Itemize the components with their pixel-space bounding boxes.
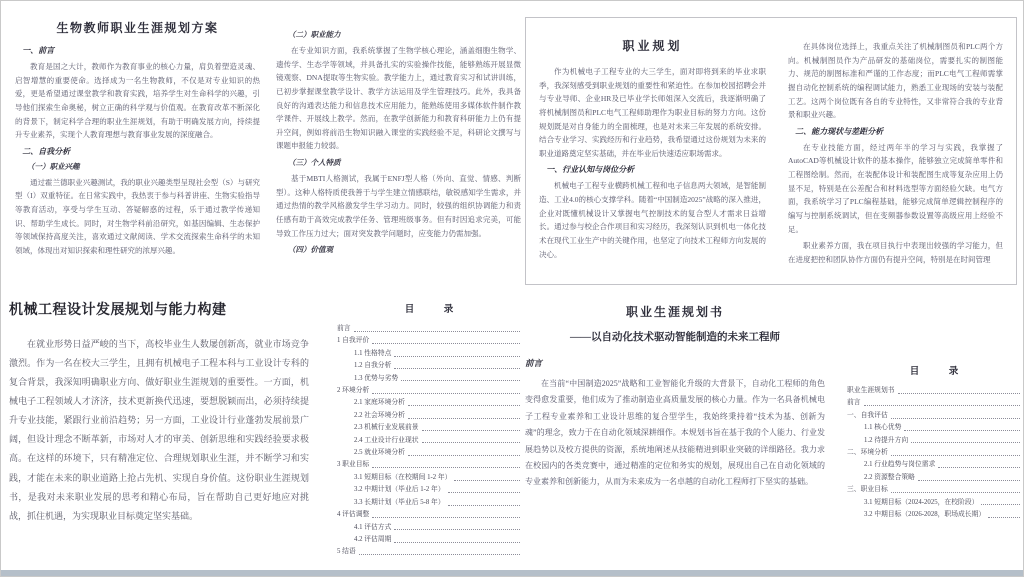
toc-item bbox=[337, 536, 521, 544]
toc-item-label: 3 职业目标 bbox=[337, 461, 370, 469]
toc-item bbox=[337, 548, 521, 556]
bio-subsection-2-paragraph: 在专业知识方面，我系统掌握了生物学核心理论，涵盖细胞生物学、遗传学、生态学等领域，并具备扎实的实验操作技能，能够熟练开展显微镜观察、DNA提取等生物实验。教学能力上，通过教育实习和试讲训练，已初步掌握课堂教学设计、教学方法运用及学生管理技巧。此外，我具备良好的沟通表达能力和信息技术应用能力，能熟练使用多媒体软件制作教学课件、开展线上教学。然而，在教学创新能力和教育科研能力上仍有提升空间，例如将前沿生物知识融入课堂的实践经验不足，科研论文撰写与课题申报能力较弱。 bbox=[276, 46, 521, 151]
bio-section-1-paragraph: 教育是国之大计，教师作为教育事业的核心力量，肩负着塑造灵魂、启智增慧的重要使命。选择成为一名生物教师，不仅是对专业知识的热爱，更是希望通过课堂教学和教育实践，培养学生对生命科学的兴趣，引导他们探索生命奥秘，树立正确的科学观与价值观。在教育改革不断深化的背景下，制定科学合理的职业生涯规划，有助于明确发展方向，持续提升专业素养，实现个人教育理想与教育事业发展的深度融合。 bbox=[15, 62, 260, 140]
bio-section-2-heading: 二、自我分析 bbox=[22, 146, 71, 156]
toc-leader-dots bbox=[359, 554, 520, 555]
toc-item bbox=[847, 387, 1021, 395]
career-section-1-paragraph: 机械电子工程专业横跨机械工程和电子信息两大领域，是智能制造、工业4.0的核心支撑学科。随着“中国制造2025”战略的深入推进，企业对既懂机械设计又掌握电气控制技术的复合型人才需求日益增长。通过参与校企合作项目和实习经历，我深刻认识到机电一体化技术在现代工业生产中的关键作用，也坚定了向技术工程师方向发展的决心。 bbox=[539, 181, 766, 259]
toc-item bbox=[337, 399, 521, 407]
page-bio-teacher-plan bbox=[15, 11, 521, 261]
career-section-2-paragraph-2: 职业素养方面，我在项目执行中表现出较强的学习能力，但在进度把控和团队协作方面仍有提升空间，特别是在时间管理 bbox=[787, 241, 1003, 264]
toc-item-label: 5 结语 bbox=[337, 548, 356, 556]
toc-leader-dots bbox=[372, 467, 520, 468]
toc-item bbox=[337, 387, 521, 395]
bottom-edge-bar bbox=[1, 570, 1023, 576]
toc-item bbox=[847, 412, 1021, 420]
toc-leader-dots bbox=[354, 331, 520, 332]
bio-column-2 bbox=[276, 25, 521, 261]
toc-item-label: 1 自我评价 bbox=[337, 337, 370, 345]
toc-item-label: 2.5 就业环境分析 bbox=[354, 449, 405, 457]
toc-leader-dots bbox=[394, 368, 520, 369]
auto-toc bbox=[847, 361, 1021, 523]
toc-leader-dots bbox=[401, 380, 520, 381]
career-section-1-heading: 一、行业认知与岗位分析 bbox=[546, 165, 635, 175]
bio-column-1 bbox=[15, 11, 260, 261]
career-intro-paragraph: 作为机械电子工程专业的大三学生，面对即将到来的毕业求职季，我深刻感受到职业规划的重要性和紧迫性。在参加校园招聘会并与专业导师、企业HR及已毕业学长师姐深入交流后，我逐渐明确了将机械制图员和PLC电气工程师助理作为职业目标的努力方向。这份规划既是对自身能力的全面梳理，也是对未来三年发展的系统安排。结合专业学习、实践经历和行业趋势，我希望通过这份规划为未来的职业道路奠定坚实基础，并在毕业后快速适应职场需求。 bbox=[539, 67, 766, 158]
toc-leader-dots bbox=[448, 492, 520, 493]
bio-subsection-2-heading: （二）职业能力 bbox=[288, 30, 341, 39]
toc-item-label: 1.2 待提升方向 bbox=[864, 436, 909, 444]
toc-item bbox=[337, 511, 521, 519]
toc-leader-dots bbox=[864, 405, 1020, 406]
toc-item-label: 1.1 核心优势 bbox=[864, 424, 902, 432]
toc-item-label: 2.3 机械行业发展前景 bbox=[354, 424, 419, 432]
toc-leader-dots bbox=[918, 480, 1020, 481]
toc-item bbox=[337, 424, 521, 432]
mech-intro-paragraph: 在就业形势日益严峻的当下，高校毕业生人数屡创新高，就业市场竞争激烈。作为一名在校大三学生，且拥有机械电子工程本科与工业设计专科的复合背景，我深知明确职业方向、做好职业生涯规划的重要性。一方面，机械电子工程领域人才济济，技术更新换代迅速，要想脱颖而出，必须持续提升专业技能，紧跟行业前沿趋势；另一方面，工业设计行业蓬勃发展前景广阔，但设计理念不断革新，市场对人才的审美、创新思维和实践经验要求极高。在这样的环境下，只有精准定位、合理规划职业生涯，并不断学习和实践，才能在未来的职业道路上抢占先机、实现自身价值。这份职业生涯规划书，是我对未来职业发展的思考和精心布局，旨在帮助自己更好地应对挑战，抓住机遇，为实现职业目标奠定坚实基础。 bbox=[9, 339, 309, 521]
toc-item bbox=[337, 437, 521, 445]
toc-item bbox=[337, 325, 521, 333]
career-section-2-heading: 二、能力现状与差距分析 bbox=[795, 126, 884, 136]
toc-leader-dots bbox=[372, 393, 520, 394]
toc-leader-dots bbox=[891, 418, 1020, 419]
bio-subsection-3-paragraph: 基于MBTI人格测试，我属于ENFJ型人格（外向、直觉、情感、判断型）。这种人格特质使我善于与学生建立情感联结，敏锐感知学生需求，并通过热情的教学风格激发学生学习动力。同时，较强的组织协调能力和责任感有助于高效完成教学任务、管理班级事务。但有时因追求完美，可能导致工作压力过大；面对突发教学问题时，应变能力仍需加强。 bbox=[276, 174, 521, 238]
auto-toc-list bbox=[847, 387, 1021, 519]
toc-leader-dots bbox=[422, 442, 520, 443]
toc-item-label: 二、环境分析 bbox=[847, 449, 888, 457]
mech-toc bbox=[337, 299, 521, 561]
page-automation-plan bbox=[525, 293, 1021, 523]
toc-item-label: 3.3 长期计划（毕业后 5-8 年） bbox=[354, 498, 445, 506]
toc-item-label: 3.2 中期计划（毕业后 1-2 年） bbox=[354, 486, 445, 494]
toc-leader-dots bbox=[448, 505, 520, 506]
toc-item-label: 3.1 短期目标（2024-2025，在校阶段） bbox=[864, 498, 979, 506]
toc-leader-dots bbox=[988, 517, 1020, 518]
toc-item bbox=[847, 399, 1021, 407]
toc-item-label: 职业生涯规划书 bbox=[847, 387, 895, 394]
toc-item bbox=[337, 474, 521, 482]
toc-leader-dots bbox=[422, 430, 520, 431]
bio-subsection-3-heading: （三）个人特质 bbox=[288, 158, 341, 168]
auto-preface-heading: 前言 bbox=[525, 358, 543, 368]
toc-leader-dots bbox=[394, 529, 520, 530]
toc-item bbox=[337, 449, 521, 457]
toc-item bbox=[337, 375, 521, 383]
toc-item-label: 2 环境分析 bbox=[337, 387, 370, 395]
toc-item-label: 2.1 家庭环境分析 bbox=[354, 399, 405, 407]
page-career-plan bbox=[525, 17, 1017, 285]
career-section-2-paragraph-1: 在专业技能方面，经过两年半的学习与实践，我掌握了AutoCAD等机械设计软件的基本操作，能够独立完成简单零件和工程图绘制。然而，在装配体设计和装配图生成等复杂应用上仍显不足，特别是在公差配合和材料选型等方面经验欠缺。电气方面，我系统学习了PLC编程基础，能够完成简单逻辑控制程序的编写与控制系统调试，但在变频器参数设置等高级应用上经验不足。 bbox=[787, 142, 1003, 234]
toc-item-label: 3.2 中期目标（2026-2028，职场成长期） bbox=[864, 511, 986, 519]
auto-toc-title: 目 录 bbox=[909, 367, 969, 377]
auto-column-1 bbox=[525, 293, 825, 523]
toc-leader-dots bbox=[372, 343, 520, 344]
toc-leader-dots bbox=[454, 480, 520, 481]
toc-leader-dots bbox=[891, 492, 1020, 493]
toc-item bbox=[337, 499, 521, 507]
bio-section-1-heading: 一、前言 bbox=[22, 46, 55, 55]
auto-page-title: 职业生涯规划书 bbox=[625, 305, 724, 319]
toc-leader-dots bbox=[891, 455, 1020, 456]
toc-leader-dots bbox=[898, 393, 1020, 394]
toc-item-label: 前言 bbox=[337, 325, 351, 332]
toc-item bbox=[847, 437, 1021, 445]
toc-leader-dots bbox=[394, 356, 520, 357]
toc-leader-dots bbox=[372, 517, 520, 518]
toc-item-label: 2.1 行业趋势与岗位需求 bbox=[864, 461, 936, 469]
mech-toc-title: 目 录 bbox=[404, 305, 464, 315]
toc-item bbox=[847, 499, 1021, 507]
bio-subsection-1-paragraph: 通过霍兰德职业兴趣测试，我的职业兴趣类型呈现社会型（S）与研究型（I）双重特征。在日常实践中，我热衷于参与科普讲座、生物实验指导等教育活动，享受与学生互动、答疑解惑的过程，乐于通过教学传递知识、帮助学生成长。同时，对生物学科前沿研究，如基因编辑、生态保护等领域保持高度关注，喜欢通过文献阅读、学术交流探索生命科学的未知领域，体现出对知识探索和理性研究的浓厚兴趣。 bbox=[15, 177, 260, 256]
toc-item-label: 1.1 性格特点 bbox=[354, 349, 392, 357]
toc-item bbox=[337, 524, 521, 532]
toc-leader-dots bbox=[981, 504, 1020, 505]
toc-item-label: 1.3 优势与劣势 bbox=[354, 374, 399, 382]
toc-item bbox=[337, 350, 521, 358]
toc-item-label: 2.4 工业设计行业现状 bbox=[354, 436, 419, 444]
toc-item bbox=[337, 337, 521, 345]
toc-item bbox=[847, 449, 1021, 457]
page-mech-design-plan bbox=[9, 293, 521, 561]
toc-item bbox=[337, 362, 521, 370]
mech-page-title: 机械工程设计发展规划与能力构建 bbox=[9, 301, 227, 317]
bio-page-title: 生物教师职业生涯规划方案 bbox=[56, 21, 219, 35]
toc-item-label: 三、职业目标 bbox=[847, 486, 888, 494]
mech-toc-list bbox=[337, 325, 521, 556]
toc-item bbox=[847, 474, 1021, 482]
toc-item-label: 3.1 短期目标（在校期间 1-2 年） bbox=[354, 473, 452, 481]
career-position-paragraph: 在具体岗位选择上，我重点关注了机械制图员和PLC两个方向。机械制图员作为产品研发的基础岗位，需要扎实的制图能力、规范的制图标准和严谨的工作态度；而PLC电气工程师需掌握自动化控制系统的编程调试能力，熟悉工业现场的安装与装配工艺。这两个岗位既有各自的专业特性，又非常符合我的专业背景和职业兴趣。 bbox=[787, 42, 1003, 120]
toc-item bbox=[337, 412, 521, 420]
toc-item bbox=[847, 461, 1021, 469]
toc-leader-dots bbox=[408, 418, 520, 419]
career-column-2 bbox=[788, 40, 1003, 274]
toc-leader-dots bbox=[408, 405, 520, 406]
toc-item bbox=[847, 424, 1021, 432]
toc-item-label: 2.2 社会环境分析 bbox=[354, 411, 405, 419]
toc-leader-dots bbox=[394, 542, 520, 543]
toc-item bbox=[847, 486, 1021, 494]
toc-leader-dots bbox=[904, 430, 1020, 431]
bio-subsection-1-heading: （一）职业兴趣 bbox=[27, 161, 80, 171]
bio-subsection-4-heading: （四）价值观 bbox=[288, 245, 333, 255]
toc-item bbox=[337, 486, 521, 494]
toc-item bbox=[337, 461, 521, 469]
auto-page-subtitle: ——以自动化技术驱动智能制造的未来工程师 bbox=[570, 332, 780, 343]
toc-leader-dots bbox=[408, 455, 520, 456]
mech-column-1 bbox=[9, 293, 309, 561]
toc-item-label: 1.2 自我分析 bbox=[354, 362, 392, 370]
toc-leader-dots bbox=[938, 467, 1020, 468]
toc-item-label: 2.2 资源整合策略 bbox=[864, 473, 915, 481]
auto-preface-paragraph: 在当前“中国制造2025”战略和工业智能化升级的大背景下，自动化工程师的角色变得愈发重要，他们成为了推动制造业高质量发展的核心力量。作为一名具备机械电子工程专业素养和工业设计思维的复合型学生，我始终秉持着“技术为基、创新为魂”的理念，致力于在自动化领域深耕细作。本规划书旨在基于我的个人能力、行业发展趋势以及校方提供的资源，系统地阐述从技能精进到职业突破的详细路径。我力求在校园内的各类竞赛中，通过精准的定位和务实的规划，展现出自己在自动化领域的专业素养和创新能力，从而为未来成为一名卓越的自动化工程师打下坚实的基础。 bbox=[525, 379, 825, 487]
toc-item bbox=[847, 511, 1021, 519]
toc-item-label: 4.2 评估周期 bbox=[354, 535, 392, 543]
toc-item-label: 前言 bbox=[847, 399, 861, 407]
toc-item-label: 4.1 评估方式 bbox=[354, 523, 392, 531]
toc-item-label: 4 评估调整 bbox=[337, 511, 370, 519]
career-column-1 bbox=[539, 28, 766, 274]
toc-item-label: 一、自我评估 bbox=[847, 411, 888, 419]
career-page-title: 职业规划 bbox=[622, 39, 683, 53]
toc-leader-dots bbox=[911, 442, 1020, 443]
